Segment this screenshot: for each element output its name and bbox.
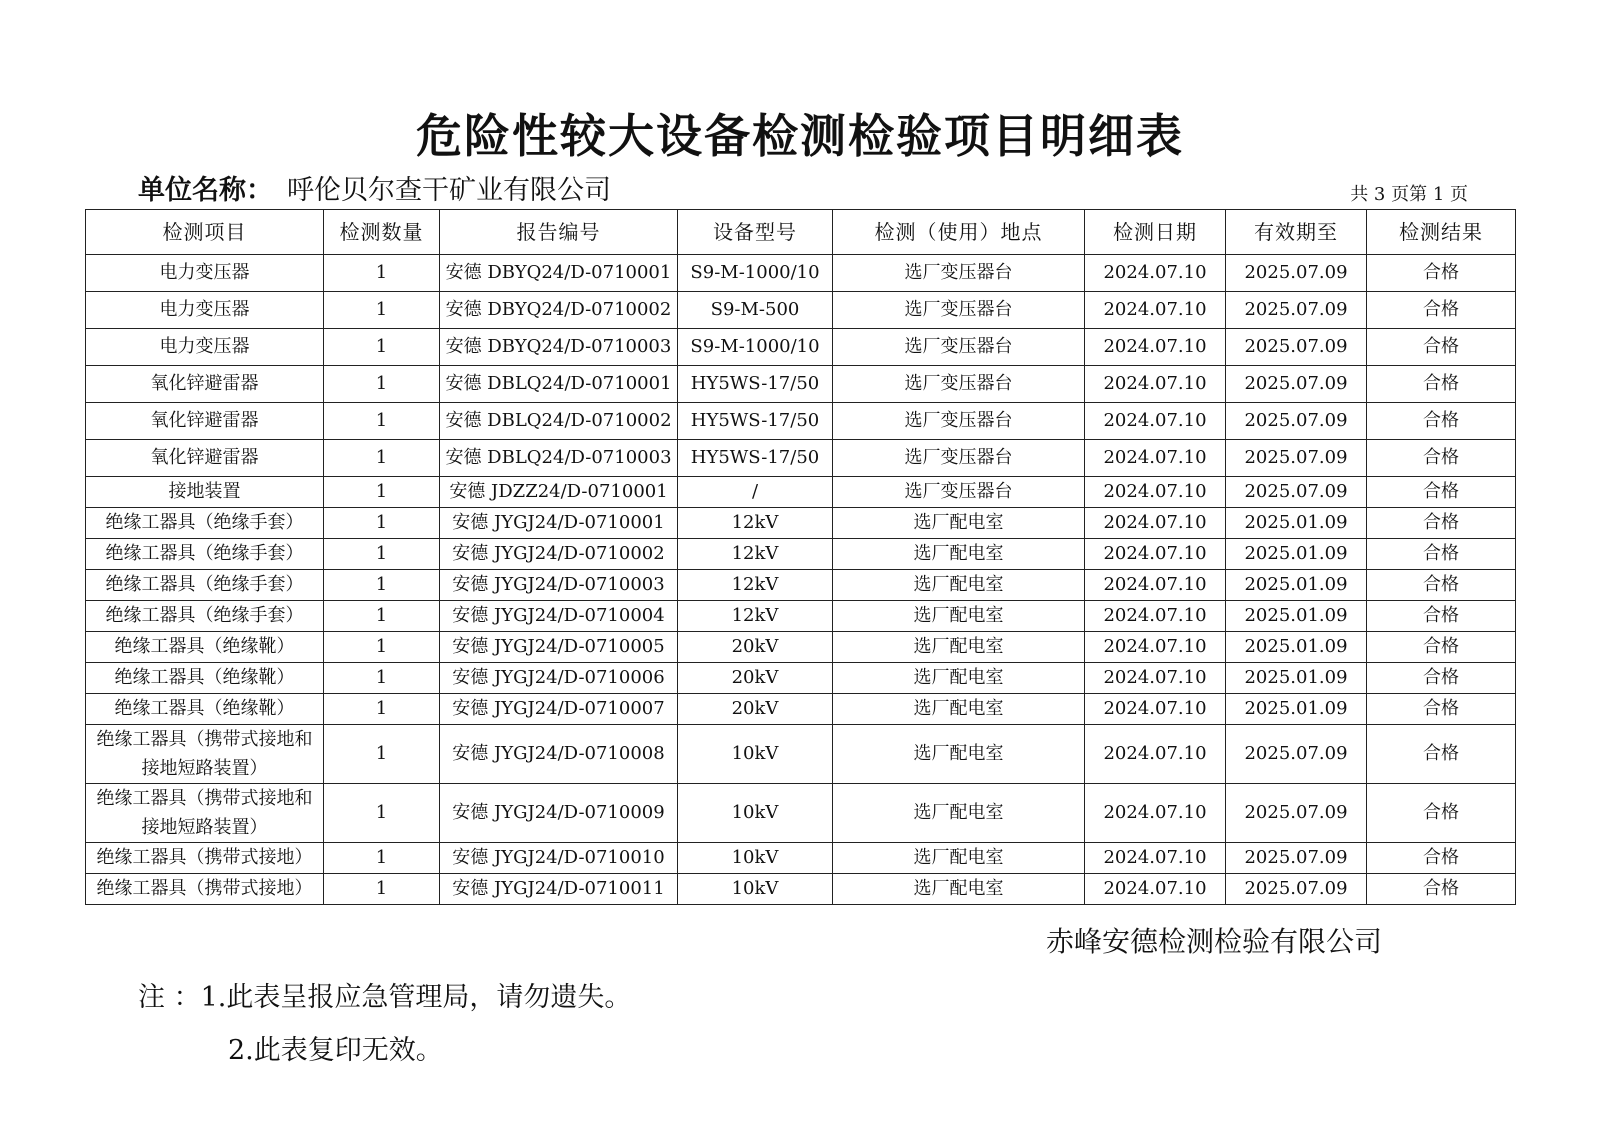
cell-report-no: 安德 JDZZ24/D-0710001 <box>440 477 678 508</box>
cell-location: 选厂变压器台 <box>833 477 1085 508</box>
cell-test-date: 2024.07.10 <box>1085 366 1226 403</box>
col-header-quantity: 检测数量 <box>324 210 440 255</box>
cell-location: 选厂配电室 <box>833 570 1085 601</box>
page-counter: 共 3 页第 1 页 <box>1350 184 1468 205</box>
cell-valid-until: 2025.07.09 <box>1226 292 1367 329</box>
cell-item: 绝缘工器具（绝缘手套） <box>86 539 324 570</box>
cell-quantity: 1 <box>324 663 440 694</box>
cell-location: 选厂变压器台 <box>833 403 1085 440</box>
cell-test-date: 2024.07.10 <box>1085 784 1226 843</box>
cell-test-date: 2024.07.10 <box>1085 403 1226 440</box>
cell-report-no: 安德 JYGJ24/D-0710001 <box>440 508 678 539</box>
cell-test-date: 2024.07.10 <box>1085 694 1226 725</box>
cell-result: 合格 <box>1367 255 1516 292</box>
cell-report-no: 安德 JYGJ24/D-0710007 <box>440 694 678 725</box>
cell-valid-until: 2025.01.09 <box>1226 663 1367 694</box>
cell-result: 合格 <box>1367 403 1516 440</box>
cell-item: 绝缘工器具（绝缘手套） <box>86 570 324 601</box>
table-row <box>86 255 1516 292</box>
cell-result: 合格 <box>1367 440 1516 477</box>
cell-item: 电力变压器 <box>86 329 324 366</box>
cell-quantity: 1 <box>324 694 440 725</box>
cell-model: HY5WS-17/50 <box>678 440 833 477</box>
cell-report-no: 安德 JYGJ24/D-0710005 <box>440 632 678 663</box>
cell-valid-until: 2025.01.09 <box>1226 694 1367 725</box>
cell-valid-until: 2025.01.09 <box>1226 570 1367 601</box>
unit-line <box>138 168 611 207</box>
cell-location: 选厂配电室 <box>833 843 1085 874</box>
cell-test-date: 2024.07.10 <box>1085 843 1226 874</box>
table-row <box>86 694 1516 725</box>
cell-location: 选厂变压器台 <box>833 255 1085 292</box>
cell-report-no: 安德 JYGJ24/D-0710006 <box>440 663 678 694</box>
col-header-model: 设备型号 <box>678 210 833 255</box>
cell-report-no: 安德 JYGJ24/D-0710011 <box>440 874 678 905</box>
cell-model: S9-M-1000/10 <box>678 329 833 366</box>
cell-result: 合格 <box>1367 632 1516 663</box>
note-line-2: 2.此表复印无效。 <box>228 1035 443 1066</box>
cell-valid-until: 2025.07.09 <box>1226 366 1367 403</box>
cell-model: / <box>678 477 833 508</box>
cell-valid-until: 2025.07.09 <box>1226 874 1367 905</box>
cell-model: 20kV <box>678 663 833 694</box>
cell-report-no: 安德 DBYQ24/D-0710003 <box>440 329 678 366</box>
table-row <box>86 403 1516 440</box>
cell-item: 氧化锌避雷器 <box>86 403 324 440</box>
unit-name: 呼伦贝尔查干矿业有限公司 <box>287 175 611 206</box>
cell-location: 选厂配电室 <box>833 725 1085 784</box>
cell-model: 20kV <box>678 632 833 663</box>
table-row <box>86 663 1516 694</box>
cell-valid-until: 2025.07.09 <box>1226 403 1367 440</box>
cell-item: 氧化锌避雷器 <box>86 366 324 403</box>
cell-test-date: 2024.07.10 <box>1085 570 1226 601</box>
cell-location: 选厂变压器台 <box>833 329 1085 366</box>
cell-item: 绝缘工器具（携带式接地） <box>86 874 324 905</box>
cell-test-date: 2024.07.10 <box>1085 255 1226 292</box>
cell-valid-until: 2025.01.09 <box>1226 632 1367 663</box>
cell-model: 10kV <box>678 874 833 905</box>
note-line-1: 注 ：1.此表呈报应急管理局，请勿遗失。 <box>138 982 632 1013</box>
cell-quantity: 1 <box>324 329 440 366</box>
cell-location: 选厂变压器台 <box>833 366 1085 403</box>
cell-valid-until: 2025.07.09 <box>1226 725 1367 784</box>
cell-report-no: 安德 JYGJ24/D-0710004 <box>440 601 678 632</box>
cell-model: S9-M-1000/10 <box>678 255 833 292</box>
table-row <box>86 570 1516 601</box>
cell-item: 氧化锌避雷器 <box>86 440 324 477</box>
cell-result: 合格 <box>1367 725 1516 784</box>
cell-quantity: 1 <box>324 725 440 784</box>
cell-quantity: 1 <box>324 292 440 329</box>
cell-valid-until: 2025.01.09 <box>1226 508 1367 539</box>
col-header-report-no: 报告编号 <box>440 210 678 255</box>
cell-model: 12kV <box>678 508 833 539</box>
cell-quantity: 1 <box>324 440 440 477</box>
cell-report-no: 安德 JYGJ24/D-0710010 <box>440 843 678 874</box>
cell-model: 10kV <box>678 784 833 843</box>
cell-location: 选厂配电室 <box>833 874 1085 905</box>
unit-label: 单位名称： <box>138 175 273 206</box>
table-row <box>86 539 1516 570</box>
cell-report-no: 安德 JYGJ24/D-0710002 <box>440 539 678 570</box>
table-row <box>86 601 1516 632</box>
col-header-item: 检测项目 <box>86 210 324 255</box>
cell-result: 合格 <box>1367 694 1516 725</box>
cell-test-date: 2024.07.10 <box>1085 292 1226 329</box>
cell-item: 绝缘工器具（绝缘手套） <box>86 601 324 632</box>
cell-valid-until: 2025.07.09 <box>1226 784 1367 843</box>
table-row <box>86 329 1516 366</box>
cell-quantity: 1 <box>324 874 440 905</box>
cell-model: 12kV <box>678 570 833 601</box>
cell-quantity: 1 <box>324 601 440 632</box>
cell-test-date: 2024.07.10 <box>1085 874 1226 905</box>
cell-item: 绝缘工器具（携带式接地） <box>86 843 324 874</box>
col-header-valid-until: 有效期至 <box>1226 210 1367 255</box>
table-row <box>86 366 1516 403</box>
table-body <box>86 255 1516 905</box>
table-row <box>86 784 1516 843</box>
table-row <box>86 725 1516 784</box>
cell-result: 合格 <box>1367 329 1516 366</box>
table-row <box>86 440 1516 477</box>
cell-test-date: 2024.07.10 <box>1085 725 1226 784</box>
table-row <box>86 292 1516 329</box>
cell-quantity: 1 <box>324 366 440 403</box>
cell-item: 电力变压器 <box>86 292 324 329</box>
cell-model: 12kV <box>678 601 833 632</box>
cell-test-date: 2024.07.10 <box>1085 663 1226 694</box>
cell-test-date: 2024.07.10 <box>1085 508 1226 539</box>
col-header-result: 检测结果 <box>1367 210 1516 255</box>
cell-model: 10kV <box>678 843 833 874</box>
cell-item: 接地装置 <box>86 477 324 508</box>
cell-result: 合格 <box>1367 601 1516 632</box>
cell-quantity: 1 <box>324 508 440 539</box>
cell-test-date: 2024.07.10 <box>1085 601 1226 632</box>
cell-quantity: 1 <box>324 477 440 508</box>
cell-report-no: 安德 JYGJ24/D-0710003 <box>440 570 678 601</box>
cell-result: 合格 <box>1367 843 1516 874</box>
cell-valid-until: 2025.07.09 <box>1226 255 1367 292</box>
cell-model: HY5WS-17/50 <box>678 403 833 440</box>
cell-item: 绝缘工器具（绝缘靴） <box>86 694 324 725</box>
cell-quantity: 1 <box>324 403 440 440</box>
cell-report-no: 安德 DBLQ24/D-0710001 <box>440 366 678 403</box>
cell-result: 合格 <box>1367 874 1516 905</box>
cell-test-date: 2024.07.10 <box>1085 329 1226 366</box>
cell-location: 选厂变压器台 <box>833 440 1085 477</box>
issuing-company: 赤峰安德检测检验有限公司 <box>1045 925 1382 958</box>
cell-report-no: 安德 JYGJ24/D-0710008 <box>440 725 678 784</box>
cell-quantity: 1 <box>324 255 440 292</box>
cell-report-no: 安德 DBYQ24/D-0710002 <box>440 292 678 329</box>
cell-model: S9-M-500 <box>678 292 833 329</box>
cell-model: 10kV <box>678 725 833 784</box>
cell-result: 合格 <box>1367 539 1516 570</box>
cell-valid-until: 2025.01.09 <box>1226 601 1367 632</box>
cell-valid-until: 2025.07.09 <box>1226 477 1367 508</box>
col-header-location: 检测（使用）地点 <box>833 210 1085 255</box>
cell-quantity: 1 <box>324 570 440 601</box>
page-title: 危险性较大设备检测检验项目明细表 <box>416 109 1184 163</box>
cell-model: 20kV <box>678 694 833 725</box>
cell-test-date: 2024.07.10 <box>1085 477 1226 508</box>
cell-valid-until: 2025.01.09 <box>1226 539 1367 570</box>
col-header-test-date: 检测日期 <box>1085 210 1226 255</box>
table-row <box>86 477 1516 508</box>
cell-result: 合格 <box>1367 292 1516 329</box>
cell-quantity: 1 <box>324 539 440 570</box>
cell-location: 选厂配电室 <box>833 784 1085 843</box>
cell-result: 合格 <box>1367 508 1516 539</box>
cell-report-no: 安德 DBLQ24/D-0710003 <box>440 440 678 477</box>
cell-test-date: 2024.07.10 <box>1085 440 1226 477</box>
table-row <box>86 843 1516 874</box>
cell-item: 绝缘工器具（携带式接地和接地短路装置） <box>86 784 324 843</box>
cell-result: 合格 <box>1367 477 1516 508</box>
cell-model: HY5WS-17/50 <box>678 366 833 403</box>
table-row <box>86 632 1516 663</box>
table-row <box>86 508 1516 539</box>
cell-item: 绝缘工器具（携带式接地和接地短路装置） <box>86 725 324 784</box>
cell-location: 选厂变压器台 <box>833 292 1085 329</box>
cell-result: 合格 <box>1367 366 1516 403</box>
table-row <box>86 874 1516 905</box>
cell-report-no: 安德 DBLQ24/D-0710002 <box>440 403 678 440</box>
table-header-row <box>86 210 1516 255</box>
cell-quantity: 1 <box>324 784 440 843</box>
cell-test-date: 2024.07.10 <box>1085 632 1226 663</box>
cell-quantity: 1 <box>324 843 440 874</box>
cell-item: 电力变压器 <box>86 255 324 292</box>
cell-valid-until: 2025.07.09 <box>1226 440 1367 477</box>
cell-report-no: 安德 JYGJ24/D-0710009 <box>440 784 678 843</box>
cell-location: 选厂配电室 <box>833 508 1085 539</box>
cell-location: 选厂配电室 <box>833 663 1085 694</box>
cell-valid-until: 2025.07.09 <box>1226 329 1367 366</box>
cell-location: 选厂配电室 <box>833 601 1085 632</box>
cell-result: 合格 <box>1367 784 1516 843</box>
cell-location: 选厂配电室 <box>833 539 1085 570</box>
cell-result: 合格 <box>1367 570 1516 601</box>
cell-quantity: 1 <box>324 632 440 663</box>
cell-test-date: 2024.07.10 <box>1085 539 1226 570</box>
inspection-table <box>85 209 1516 905</box>
cell-location: 选厂配电室 <box>833 632 1085 663</box>
cell-result: 合格 <box>1367 663 1516 694</box>
cell-item: 绝缘工器具（绝缘靴） <box>86 632 324 663</box>
cell-valid-until: 2025.07.09 <box>1226 843 1367 874</box>
cell-item: 绝缘工器具（绝缘手套） <box>86 508 324 539</box>
cell-item: 绝缘工器具（绝缘靴） <box>86 663 324 694</box>
cell-location: 选厂配电室 <box>833 694 1085 725</box>
cell-report-no: 安德 DBYQ24/D-0710001 <box>440 255 678 292</box>
cell-model: 12kV <box>678 539 833 570</box>
